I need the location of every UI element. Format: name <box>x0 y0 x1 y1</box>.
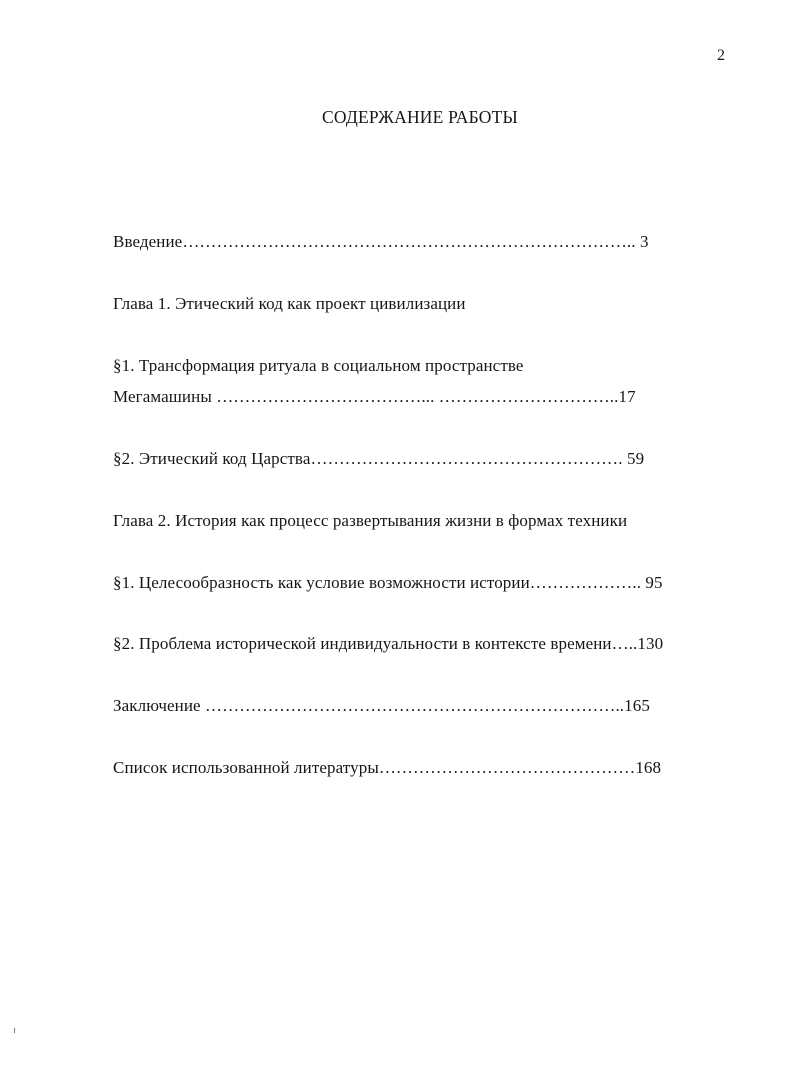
toc-chapter-2-heading: Глава 2. История как процесс развертывания жизни в формах техники <box>113 511 628 530</box>
toc-chapter-1-heading: Глава 1. Этический код как проект цивилизации <box>113 294 466 313</box>
toc-entry-bibliography: Список использованной литературы………………………………………168 <box>113 758 662 777</box>
page-number: 2 <box>717 47 725 64</box>
toc-entry-chapter-1-section-1: §1. Трансформация ритуала в социальном пространстве <box>113 356 524 375</box>
toc-entry-chapter-2-section-2: §2. Проблема исторической индивидуальности в контексте времени…..130 <box>113 634 664 653</box>
toc-entry-chapter-1-section-1-continuation: Мегамашины ………………………………... …………………………..17 <box>113 387 636 406</box>
toc-entry-conclusion: Заключение ………………………………………………………………..165 <box>113 696 650 715</box>
toc-entry-introduction: Введение…………………………………………………………………….. 3 <box>113 232 649 251</box>
toc-entry-chapter-2-section-1: §1. Целесообразность как условие возможности истории……………….. 95 <box>113 573 663 592</box>
toc-entry-chapter-1-section-2: §2. Этический код Царства………………………………………………. 59 <box>113 449 645 468</box>
scan-artifact <box>14 1028 15 1033</box>
page-title: СОДЕРЖАНИЕ РАБОТЫ <box>322 107 518 127</box>
